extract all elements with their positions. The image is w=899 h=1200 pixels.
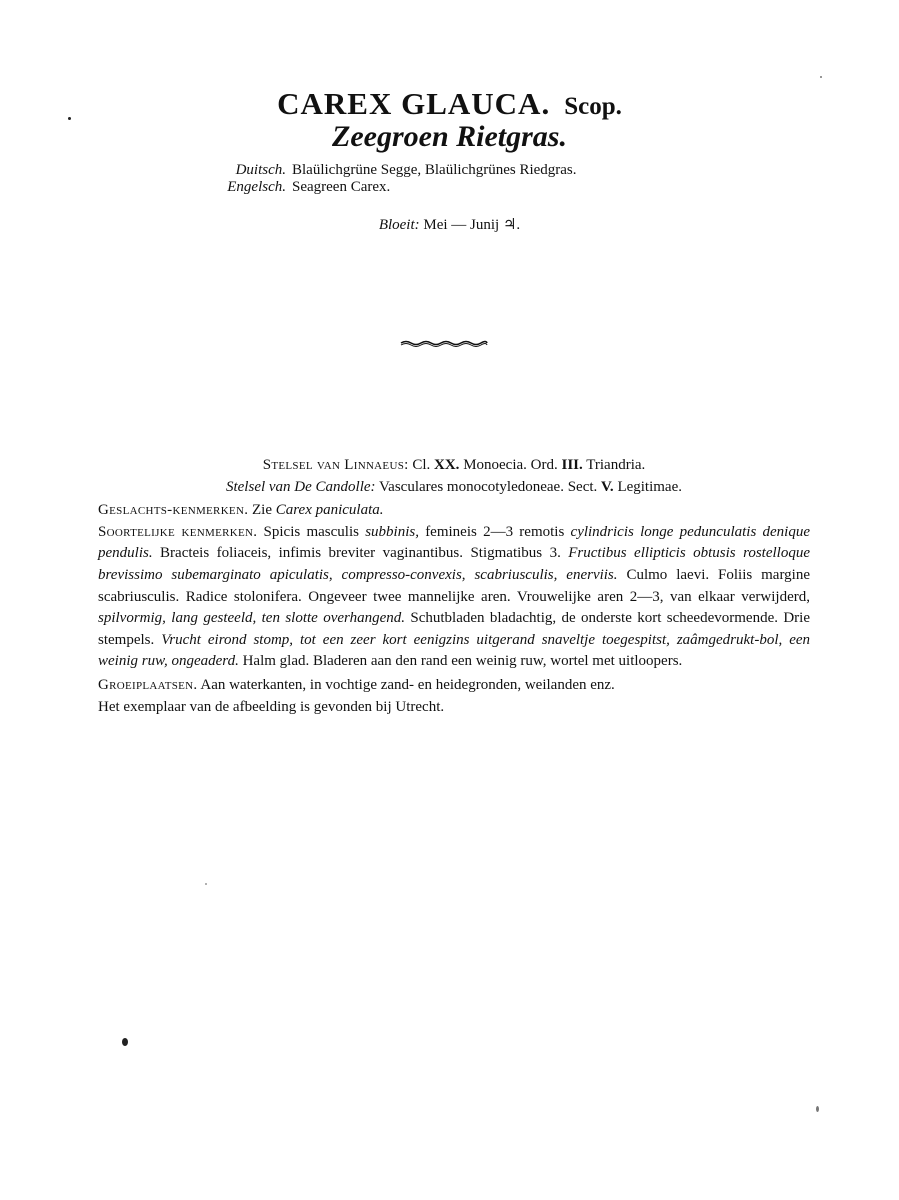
habitat-label: Groeiplaatsen. xyxy=(98,676,198,693)
dutch-name: Zeegroen Rietgras. xyxy=(332,120,567,153)
common-name-row xyxy=(222,162,577,179)
ink-speck xyxy=(820,76,822,78)
description-body xyxy=(98,455,810,718)
language-label: Engelsch. xyxy=(227,179,286,195)
flowering-value: Mei — Junij ♃. xyxy=(423,217,521,233)
species-author: Scop. xyxy=(564,93,622,120)
candolle-text: Vasculares monocotyledoneae. xyxy=(379,478,564,495)
latin-text: Spicis masculis xyxy=(263,523,359,540)
flowering-label: Bloeit: xyxy=(378,217,420,233)
section-label: Sect. xyxy=(567,478,598,495)
section-number: V. xyxy=(601,478,614,495)
dutch-italic: spilvormig, lang gesteeld, ten slotte overhangend. xyxy=(98,610,405,627)
common-name-row xyxy=(222,179,577,196)
habitat xyxy=(98,675,810,697)
class-name: Monoecia. xyxy=(463,457,527,473)
dutch-italic: Vrucht eirond stomp, tot een zeer kort eenigzins uitgerand snaveltje toegespitst, zaâmgedrukt-bol, een weinig ruw, ongeaderd. xyxy=(98,631,811,670)
linnaeus-system xyxy=(98,455,810,477)
genus-reference: Carex paniculata. xyxy=(275,502,384,519)
species-label: Soortelijke kenmerken. xyxy=(98,523,258,540)
order-label: Ord. xyxy=(530,457,558,473)
flowering-period xyxy=(0,215,899,234)
ink-speck xyxy=(122,1038,128,1046)
ink-speck xyxy=(205,883,207,885)
latin-text: Bracteis foliaceis, infimis breviter vaginantibus. Stigmatibus 3. xyxy=(160,545,561,562)
specimen-note: Het exemplaar van de afbeelding is gevonden bij Utrecht. xyxy=(98,698,445,715)
latin-italic: Fructibus ellipticis obtusis rostelloque brevissimo subemarginato apiculatis, compresso-convexis, scabriusculis, enerviis. xyxy=(98,545,811,583)
genus-ref-prefix: Zie xyxy=(252,502,272,519)
order-number: III. xyxy=(561,457,583,473)
dutch-text: Schutbladen bladachtig, de onderste kort scheedevormende. Drie stempels. xyxy=(98,610,811,648)
ink-speck xyxy=(68,117,71,120)
common-names xyxy=(222,162,577,196)
genus-label: Geslachts-kenmerken. xyxy=(98,502,249,519)
section-name: Legitimae. xyxy=(617,478,682,495)
common-name-text: Seagreen Carex. xyxy=(292,179,391,195)
page-title xyxy=(0,86,899,122)
species-name: CAREX GLAUCA. xyxy=(277,86,551,121)
latin-italic: subbinis, xyxy=(365,523,419,540)
dutch-text: Culmo laevi. Foliis margine scabriusculis. Radice stolonifera. Ongeveer twee mannelijke aren. Vrouwelijke aren 2—3, van elkaar verwijderd, xyxy=(98,566,811,605)
latin-italic: cylindricis longe pedunculatis denique pendulis. xyxy=(98,523,811,562)
linnaeus-label: Stelsel van Linnaeus: xyxy=(262,457,409,473)
language-label: Duitsch. xyxy=(235,162,286,178)
ink-speck xyxy=(816,1106,819,1112)
genus-characteristics xyxy=(98,500,810,522)
common-name-text: Blaülichgrüne Segge, Blaülichgrünes Riedgras. xyxy=(292,162,577,178)
class-number: XX. xyxy=(434,457,460,473)
candolle-label: Stelsel van De Candolle: xyxy=(225,478,376,495)
class-label: Cl. xyxy=(412,457,431,473)
habitat-text: Aan waterkanten, in vochtige zand- en heidegronden, weilanden enz. xyxy=(200,676,615,693)
wavy-divider-ornament xyxy=(399,338,489,348)
latin-text: femineis 2—3 remotis xyxy=(425,523,565,540)
dutch-text: Halm glad. Bladeren aan den rand een weinig ruw, wortel met uitloopers. xyxy=(242,653,683,670)
species-characteristics xyxy=(98,522,810,673)
order-name: Triandria. xyxy=(586,457,646,473)
candolle-system xyxy=(98,477,810,499)
